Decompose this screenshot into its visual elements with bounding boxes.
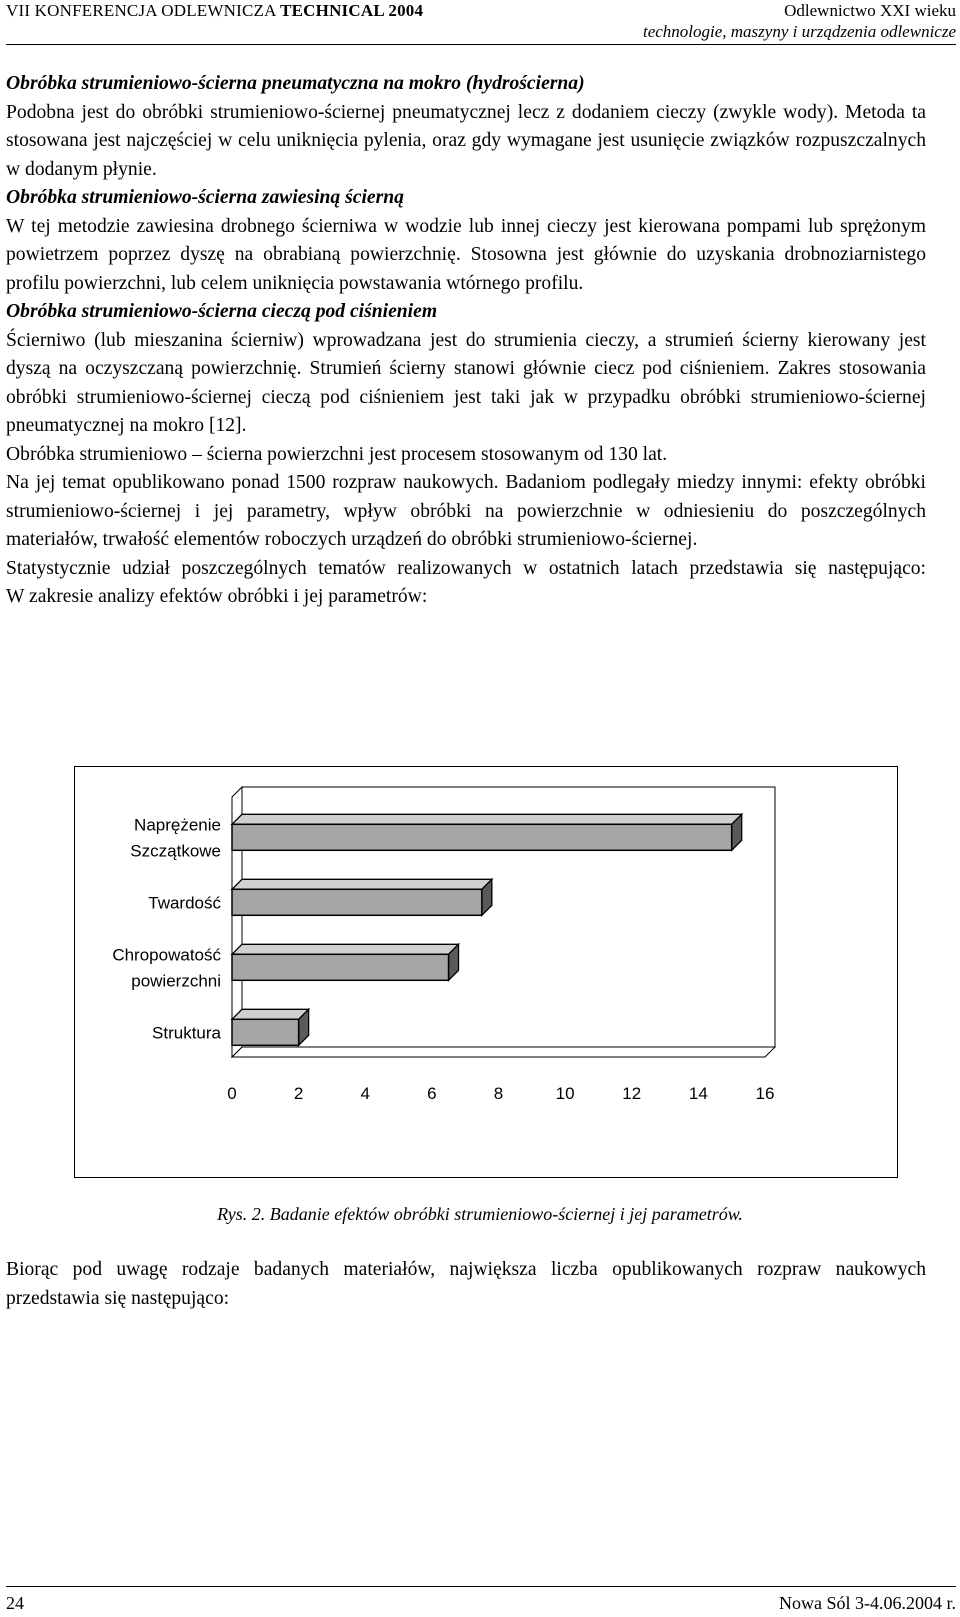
x-tick-label: 12 <box>622 1084 642 1103</box>
category-label: Chropowatość powierzchni <box>112 945 221 991</box>
bar-top <box>232 1009 309 1019</box>
x-tick-label: 14 <box>688 1084 708 1103</box>
x-tick-label: 2 <box>293 1084 304 1103</box>
bar-top <box>232 879 492 889</box>
bar-top <box>232 814 742 824</box>
paragraph-materials: Biorąc pod uwagę rodzaje badanych materiałów, największa liczba opublikowanych rozpraw naukowych przedstawia się następująco: <box>6 1259 926 1309</box>
bar-chart <box>74 766 898 1178</box>
paragraph-research: Na jej temat opublikowano ponad 1500 rozpraw naukowych. Badaniom podlegały miedzy innymi: efekty obróbki strumieniowo-ściernej i jej parametry, wpływ obróbki na powierzchnie w odniesieniu do poszczególnych materiałów, trwałość elementów roboczych urządzeń do obróbki strumieniowo-ściernej. <box>6 472 926 550</box>
section-heading-pressure: Obróbka strumieniowo-ścierna cieczą pod ciśnieniem <box>6 301 438 322</box>
category-label: Twardość <box>148 893 221 913</box>
page-header <box>6 0 956 45</box>
journal-subtitle: technologie, maszyny i urządzenia odlewnicze <box>642 22 956 41</box>
paragraph-statistics: Statystycznie udział poszczególnych tematów realizowanych w ostatnich latach przedstawia się następująco: <box>6 557 926 579</box>
section-heading-slurry: Obróbka strumieniowo-ścierna zawiesiną ścierną <box>6 187 404 208</box>
x-tick-label: 16 <box>755 1084 775 1103</box>
x-tick-label: 4 <box>360 1084 370 1103</box>
paragraph-pressure: Ścierniwo (lub mieszanina ścierniw) wprowadzana jest do strumienia cieczy, a strumień ścierny kierowany jest dyszą na oczyszczaną powierzchnię. Strumień ścierny stanowi głównie ciecz pod ciśnieniem. Zakres stosowania obróbki strumieniowo-ściernej cieczą pod ciśnieniem jest taki jak w przypadku obróbki strumieniowo-ściernej pneumatycznej na mokro [12]. <box>6 329 926 436</box>
category-label: Struktura <box>152 1023 221 1043</box>
x-tick-label: 8 <box>493 1084 504 1103</box>
paragraph-hydro: Podobna jest do obróbki strumieniowo-ściernej pneumatycznej lecz z dodaniem cieczy (zwykle wody). Metoda ta stosowana jest najczęściej w celu uniknięcia pylenia, oraz gdy wymagane jest usunięcie związków rozpuszczalnych w dodanym płynie. <box>6 101 926 180</box>
page-footer <box>6 1586 956 1617</box>
bar-top <box>232 944 459 954</box>
paragraph-slurry: W tej metodzie zawiesina drobnego ścierniwa w wodzie lub innej cieczy jest kierowana pompami lub sprężonym powietrzem poprzez dyszę na obrabianą powierzchnię. Stosowna jest głównie do uzyskania drobnoziarnistego profilu powierzchni, lub celem uniknięcia powstawania wtórnego profilu. <box>6 215 926 294</box>
conference-place-date: Nowa Sól 3-4.06.2004 r. <box>779 1593 956 1613</box>
chart-floor <box>232 1047 775 1057</box>
bar <box>232 889 482 915</box>
x-tick-label: 6 <box>427 1084 437 1103</box>
conference-name: VII KONFERENCJA ODLEWNICZA <box>6 1 276 20</box>
x-tick-label: 0 <box>227 1084 237 1103</box>
category-label: Naprężenie Szczątkowe <box>130 815 221 861</box>
chart-svg <box>75 767 897 1177</box>
section-heading-hydro: Obróbka strumieniowo-ścierna pneumatyczna na mokro (hydrościerna) <box>6 73 585 94</box>
paragraph-effects-intro: W zakresie analizy efektów obróbki i jej parametrów: <box>6 586 428 607</box>
bar <box>232 954 449 980</box>
journal-title <box>643 0 956 42</box>
figure-caption: Rys. 2. Badanie efektów obróbki strumieniowo-ściernej i jej parametrów. <box>217 1204 743 1224</box>
bar <box>232 1019 299 1045</box>
x-tick-label: 10 <box>555 1084 575 1103</box>
page-number: 24 <box>6 1593 24 1613</box>
paragraph-history: Obróbka strumieniowo – ścierna powierzchni jest procesem stosowanym od 130 lat. <box>6 443 668 465</box>
conference-brand: TECHNICAL 2004 <box>280 1 424 20</box>
closing-text <box>6 1255 926 1313</box>
journal-name: Odlewnictwo XXI wieku <box>784 1 956 20</box>
bar <box>232 824 732 850</box>
main-text <box>6 70 926 612</box>
conference-title <box>6 1 423 21</box>
